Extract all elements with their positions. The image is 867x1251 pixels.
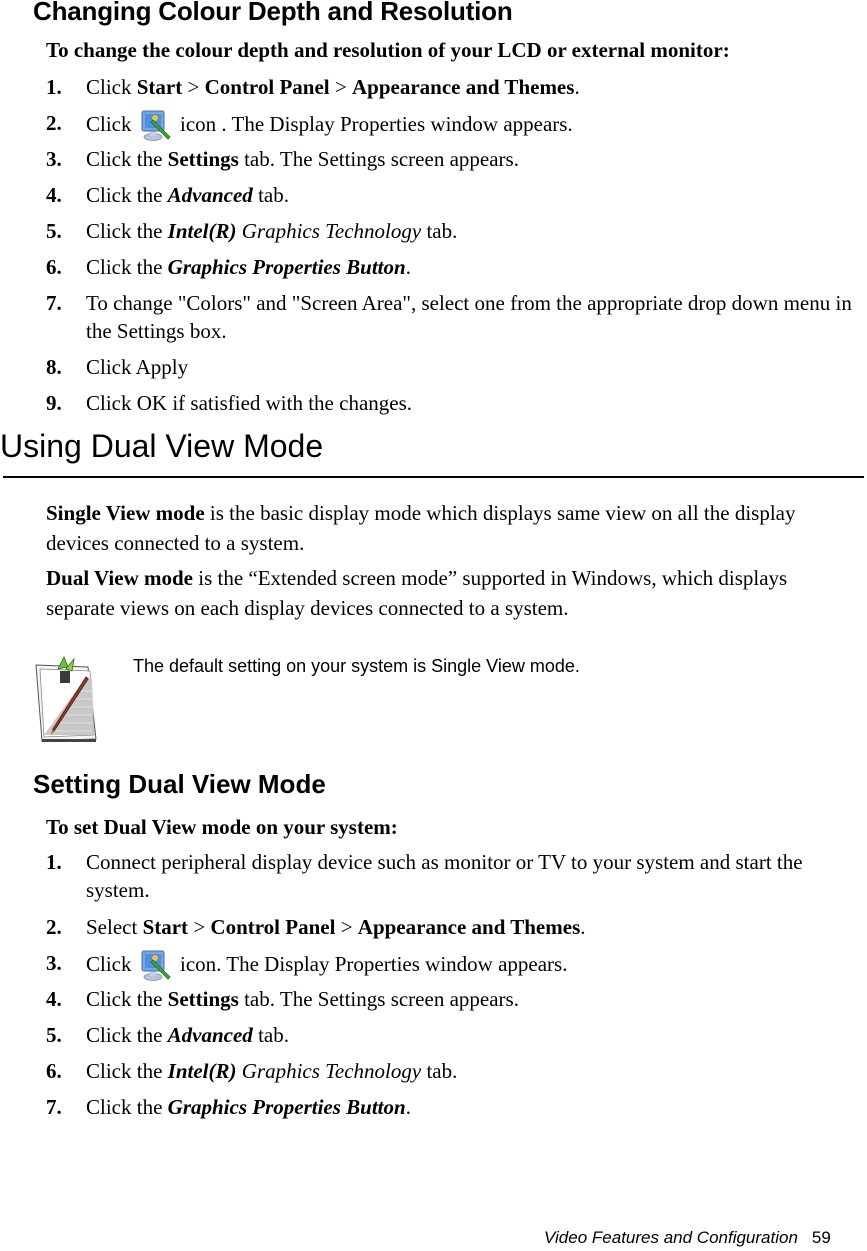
step-text: Click the — [86, 987, 168, 1011]
step-text: tab. — [421, 219, 458, 243]
step-item — [46, 1057, 866, 1085]
step-item — [46, 109, 866, 141]
step-item — [46, 1021, 866, 1049]
step-number: 1. — [46, 75, 62, 99]
paragraph-dual-view — [46, 563, 846, 623]
chapter-title: Using Dual View Mode — [0, 428, 324, 464]
paragraph-single-view — [46, 498, 846, 558]
step-text: Click the — [86, 147, 168, 171]
display-properties-icon — [139, 949, 173, 981]
step-text: icon. The Display Properties window appears. — [174, 952, 568, 976]
advanced-tab-label: Advanced — [167, 183, 253, 207]
term-single-view: Single View mode — [46, 501, 205, 525]
intel-tab-label: Intel(R) — [167, 219, 237, 243]
step-number: 7. — [46, 291, 62, 315]
section-title-colour-depth: Changing Colour Depth and Resolution — [33, 0, 513, 26]
step-text: Click the — [86, 219, 168, 243]
step-text: Click — [86, 112, 137, 136]
menu-path-appearance-themes: Appearance and Themes — [351, 75, 575, 99]
step-item — [46, 217, 866, 245]
settings-tab-label: Settings — [167, 147, 239, 171]
step-text: . — [580, 915, 586, 939]
step-text: Click the — [86, 1023, 168, 1047]
section-intro: To change the colour depth and resolution of your LCD or external monitor: — [46, 38, 730, 62]
step-item — [46, 389, 866, 417]
step-text: tab. — [252, 183, 289, 207]
step-text: To change "Colors" and "Screen Area", select one from the appropriate drop down menu in the Settings box. — [86, 291, 852, 343]
step-text: Click the — [86, 255, 168, 279]
step-text: . — [405, 255, 411, 279]
intel-tab-label-rest: Graphics Technology — [236, 219, 422, 243]
section-intro: To set Dual View mode on your system: — [46, 815, 398, 839]
step-item — [46, 985, 866, 1013]
page-footer — [544, 1228, 831, 1248]
path-separator: > — [182, 75, 205, 99]
step-text: Click the — [86, 1095, 168, 1119]
step-number: 2. — [46, 111, 62, 135]
step-number: 1. — [46, 850, 62, 874]
step-text: Click the — [86, 1059, 168, 1083]
step-item — [46, 913, 866, 941]
note-pad-icon — [30, 655, 102, 745]
note-text: The default setting on your system is Single View mode. — [133, 656, 580, 676]
settings-tab-label: Settings — [167, 987, 239, 1011]
path-separator: > — [188, 915, 211, 939]
step-number: 3. — [46, 147, 62, 171]
advanced-tab-label: Advanced — [167, 1023, 253, 1047]
intel-tab-label-rest: Graphics Technology — [236, 1059, 422, 1083]
section-title-setting-dual-view: Setting Dual View Mode — [33, 769, 326, 799]
step-number: 7. — [46, 1095, 62, 1119]
step-number: 9. — [46, 391, 62, 415]
step-item — [46, 1093, 866, 1121]
intel-tab-label: Intel(R) — [167, 1059, 237, 1083]
step-item — [46, 73, 866, 101]
step-item — [46, 353, 866, 381]
step-number: 6. — [46, 255, 62, 279]
step-number: 4. — [46, 183, 62, 207]
path-separator: > — [335, 915, 358, 939]
step-item — [46, 949, 866, 981]
step-text: tab. The Settings screen appears. — [238, 147, 519, 171]
step-text: Select — [86, 915, 143, 939]
menu-path-control-panel: Control Panel — [210, 915, 336, 939]
step-text: Click the — [86, 183, 168, 207]
step-item — [46, 289, 866, 345]
paragraph-text: is the “Extended screen mode” supported in Windows, which displays separate views on each display devices connected to a system. — [46, 566, 788, 620]
page-number: 59 — [811, 1228, 831, 1247]
step-text: tab. — [421, 1059, 458, 1083]
menu-path-appearance-themes: Appearance and Themes — [357, 915, 581, 939]
path-separator: > — [329, 75, 352, 99]
step-text: . — [574, 75, 580, 99]
chapter-divider — [3, 476, 864, 478]
step-number: 6. — [46, 1059, 62, 1083]
display-properties-icon — [139, 109, 173, 141]
graphics-properties-button-label: Graphics Properties Button — [167, 255, 406, 279]
step-number: 3. — [46, 951, 62, 975]
graphics-properties-button-label: Graphics Properties Button — [167, 1095, 406, 1119]
step-number: 8. — [46, 355, 62, 379]
footer-chapter-name: Video Features and Configuration — [544, 1228, 798, 1247]
step-number: 5. — [46, 219, 62, 243]
step-text: Click — [86, 952, 137, 976]
menu-path-start: Start — [136, 75, 183, 99]
step-text: icon . The Display Properties window appears. — [174, 112, 573, 136]
paragraph-text: is the basic display mode which displays same view on all the display devices connected to a system. — [46, 501, 796, 555]
step-text: tab. The Settings screen appears. — [238, 987, 519, 1011]
step-text: Click — [86, 75, 137, 99]
term-dual-view: Dual View mode — [46, 566, 193, 590]
menu-path-control-panel: Control Panel — [204, 75, 330, 99]
step-text: . — [405, 1095, 411, 1119]
step-text: Click Apply — [86, 355, 189, 379]
menu-path-start: Start — [142, 915, 189, 939]
step-text: Click OK if satisfied with the changes. — [86, 391, 413, 415]
step-text: Connect peripheral display device such as monitor or TV to your system and start the system. — [86, 850, 803, 902]
step-number: 5. — [46, 1023, 62, 1047]
step-item — [46, 145, 866, 173]
step-number: 2. — [46, 915, 62, 939]
step-text: tab. — [252, 1023, 289, 1047]
step-item — [46, 181, 866, 209]
step-item — [46, 253, 866, 281]
step-item — [46, 848, 866, 904]
step-number: 4. — [46, 987, 62, 1011]
